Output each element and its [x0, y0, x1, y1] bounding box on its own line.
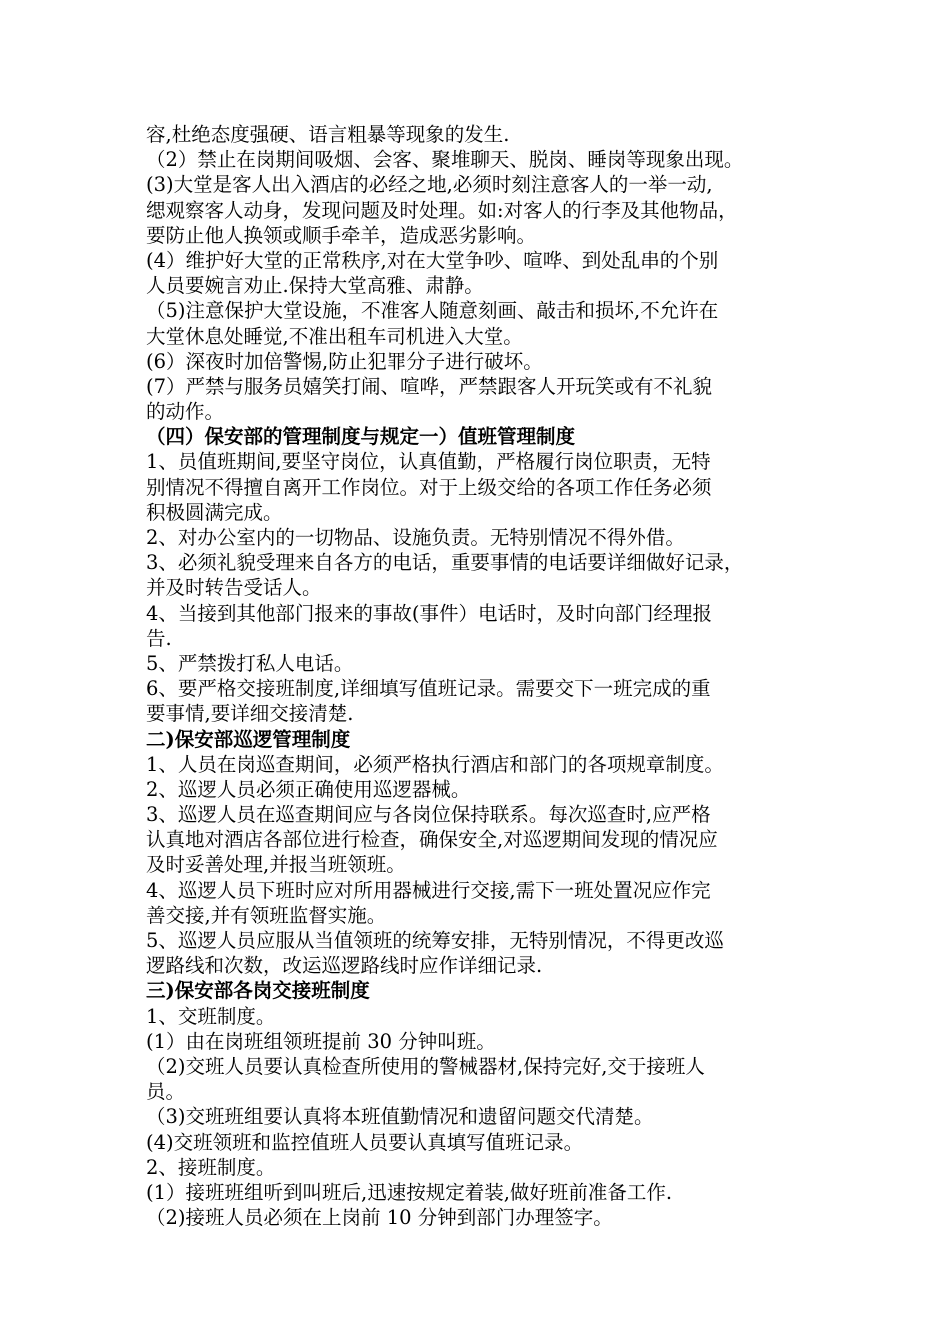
text-line: 要事情,要详细交接清楚. [146, 702, 354, 726]
text-line: 4、当接到其他部门报来的事故(事件）电话时，及时向部门经理报 [146, 601, 713, 625]
text-line: 及时妥善处理,并报当班领班。 [146, 853, 406, 877]
text-line: 人员要婉言劝止.保持大堂高雅、肃静。 [146, 274, 484, 298]
text-line: 并及时转告受话人。 [146, 576, 322, 600]
text-line: 缌观察客人动身，发现问题及时处理。如:对客人的行李及其他物品， [146, 198, 738, 222]
text-line: 的动作。 [146, 400, 225, 424]
text-line: 大堂休息处睡觉,不准出租车司机进入大堂。 [146, 324, 523, 348]
text-line: （2)交班人员要认真检查所使用的警械器材,保持完好,交于接班人 [146, 1054, 705, 1078]
text-line: (1）接班班组听到叫班后,迅速按规定着装,做好班前准备工作. [146, 1180, 673, 1204]
text-line: (1）由在岗班组领班提前 30 分钟叫班。 [146, 1029, 496, 1053]
text-line: 3、必须礼貌受理来自各方的电话，重要事情的电话要详细做好记录， [146, 551, 744, 575]
text-line: 告. [146, 626, 172, 650]
text-line: （5)注意保护大堂设施，不准客人随意刻画、敲击和损坏,不允许在 [146, 299, 719, 323]
text-line: 6、要严格交接班制度,详细填写值班记录。需要交下一班完成的重 [146, 677, 711, 701]
text-line: 逻路线和次数，改运巡逻路线时应作详细记录. [146, 954, 543, 978]
document-page [146, 122, 818, 1230]
text-line: 5、巡逻人员应服从当值领班的统筹安排，无特别情况，不得更改巡 [146, 929, 724, 952]
text-line: 善交接,并有领班监督实施。 [146, 903, 387, 927]
text-line: 别情况不得擅自离开工作岗位。对于上级交给的各项工作任务必须 [146, 475, 712, 499]
text-line: (4）维护好大堂的正常秩序,对在大堂争吵、喧哗、到处乱串的个别 [146, 248, 719, 272]
text-line: (7）严禁与服务员嬉笑打闹、喧哗，严禁跟客人开玩笑或有不礼貌 [146, 374, 713, 398]
text-line: 2、接班制度。 [146, 1155, 276, 1179]
text-line: 容,杜绝态度强硬、语言粗暴等现象的发生. [146, 123, 510, 146]
text-line: (4)交班领班和监控值班人员要认真填写值班记录。 [146, 1130, 584, 1154]
text-line: （2)接班人员必须在上岗前 10 分钟到部门办理签字。 [146, 1206, 613, 1230]
section-heading: 二)保安部巡逻管理制度 [146, 727, 351, 751]
section-heading: 三)保安部各岗交接班制度 [146, 979, 370, 1003]
text-line: 4、巡逻人员下班时应对所用器械进行交接,需下一班处置况应作完 [146, 878, 711, 902]
text-line: （2）禁止在岗期间吸烟、会客、聚堆聊天、脱岗、睡岗等现象出现。 [146, 148, 744, 172]
text-line: (3)大堂是客人出入酒店的必经之地,必须时刻注意客人的一举一动, [146, 173, 713, 197]
text-line: 2、巡逻人员必须正确使用巡逻器械。 [146, 777, 471, 801]
text-line: （3)交班班组要认真将本班值勤情况和遗留问题交代清楚。 [146, 1105, 654, 1129]
text-line: 要防止他人换领或顺手牵羊，造成恶劣影响。 [146, 223, 537, 247]
text-line: 认真地对酒店各部位进行检查，确保安全,对巡逻期间发现的情况应 [146, 828, 718, 852]
text-line: 积极圆满完成。 [146, 500, 283, 524]
text-line: 1、员值班期间,要坚守岗位，认真值勤，严格履行岗位职责，无特 [146, 450, 711, 474]
text-line: (6）深夜时加倍警惕,防止犯罪分子进行破坏。 [146, 349, 543, 373]
text-line: 2、对办公室内的一切物品、设施负责。无特别情况不得外借。 [146, 526, 685, 549]
text-line: 5、严禁拨打私人电话。 [146, 651, 354, 675]
text-line: 1、交班制度。 [146, 1004, 276, 1028]
text-line: 1、人员在岗巡查期间，必须严格执行酒店和部门的各项规章制度。 [146, 752, 724, 776]
text-line: 3、巡逻人员在巡查期间应与各岗位保持联系。每次巡查时,应严格 [146, 803, 711, 827]
text-line: 员。 [146, 1080, 186, 1104]
section-heading: （四）保安部的管理制度与规定一）值班管理制度 [146, 425, 576, 449]
